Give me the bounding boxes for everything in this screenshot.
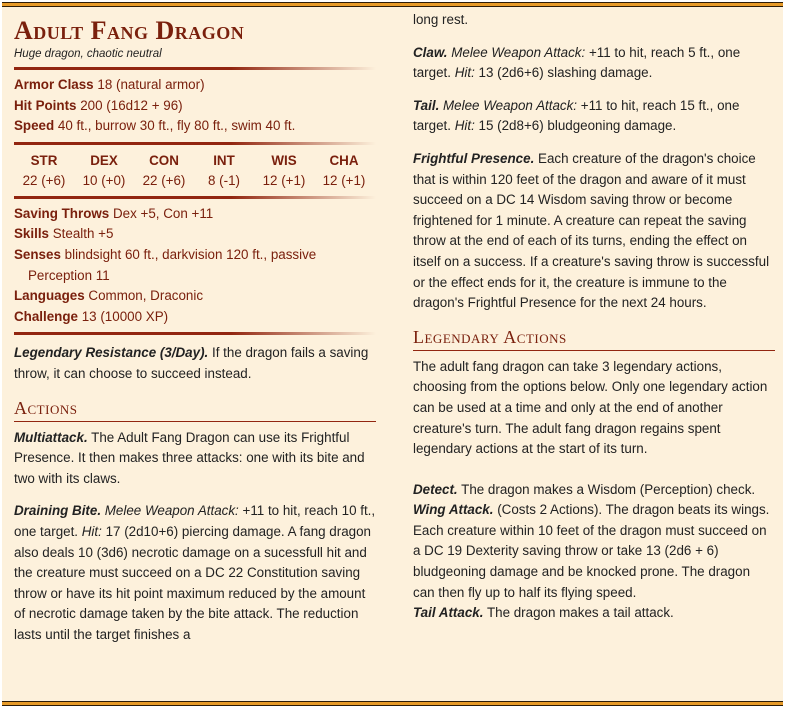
left-column — [14, 10, 376, 645]
speed: Speed 40 ft., burrow 30 ft., fly 80 ft., swim 40 ft. — [14, 118, 296, 134]
stat-block — [2, 2, 783, 706]
top-border-bar — [2, 2, 783, 7]
ability-wis: WIS 12 (+1) — [262, 152, 306, 188]
legendary-actions-heading: Legendary Actions — [413, 326, 775, 351]
ability-scores — [14, 151, 376, 191]
actions-heading: Actions — [14, 397, 376, 422]
ability-dex: DEX 10 (+0) — [82, 152, 126, 188]
right-column — [413, 10, 775, 624]
divider — [14, 142, 376, 145]
senses-continued: Perception 11 — [28, 267, 110, 283]
ability-con: CON 22 (+6) — [142, 152, 186, 188]
divider — [14, 332, 376, 335]
divider — [14, 196, 376, 199]
skills: Skills Stealth +5 — [14, 226, 114, 242]
action-multiattack: Multiattack. The Adult Fang Dragon can use its Frightful Presence. It then makes three attacks: one with its bite and two with its claws. — [14, 429, 365, 486]
hit-points: Hit Points 200 (16d12 + 96) — [14, 97, 183, 113]
saving-throws: Saving Throws Dex +5, Con +11 — [14, 205, 214, 221]
legendary-wing-attack: Wing Attack. (Costs 2 Actions). The dragon beats its wings. Each creature within 10 feet of the dragon must succeed on a DC 19 Dexterity saving throw or take 13 (2d6 + 6) bludgeoning damage and be knocked prone. The dragon can then fly up to half its flying speed. — [413, 502, 770, 600]
legendary-tail-attack: Tail Attack. The dragon makes a tail attack. — [413, 605, 674, 621]
ability-cha: CHA 12 (+1) — [322, 152, 366, 188]
action-draining-bite-continued: long rest. — [413, 12, 469, 27]
languages: Languages Common, Draconic — [14, 288, 204, 304]
legendary-detect: Detect. The dragon makes a Wisdom (Perception) check. — [413, 481, 756, 497]
armor-class: Armor Class 18 (natural armor) — [14, 77, 205, 92]
action-tail: Tail. Melee Weapon Attack: +11 to hit, reach 15 ft., one target. Hit: 15 (2d8+6) bludgeoning damage. — [413, 97, 740, 134]
monster-name: Adult Fang Dragon — [14, 16, 245, 45]
trait-legendary-resistance: Legendary Resistance (3/Day). If the dragon fails a saving throw, it can choose to succeed instead. — [14, 345, 369, 381]
ability-str: STR 22 (+6) — [22, 152, 66, 188]
challenge: Challenge 13 (10000 XP) — [14, 308, 169, 324]
legendary-intro: The adult fang dragon can take 3 legendary actions, choosing from the options below. Only one legendary action can be used at a time and only at the end of another creature's turn. The adult fang dragon regains spent legendary actions at the start of its turn. — [413, 358, 768, 457]
divider — [14, 67, 376, 70]
action-draining-bite: Draining Bite. Melee Weapon Attack: +11 to hit, reach 10 ft., one target. Hit: 17 (2d10+6) piercing damage. A fang dragon also deals 10 (3d6) necrotic damage on a sucessfull hit and the creature must succeed on a DC 22 Constitution saving throw or have its hit point maximum reduced by the amount of necrotic damage taken by the bite attack. The reduction lasts until the target finishes a — [14, 503, 376, 642]
bottom-border-bar — [2, 701, 783, 706]
action-claw: Claw. Melee Weapon Attack: +11 to hit, reach 5 ft., one target. Hit: 13 (2d6+6) slashing damage. — [413, 44, 741, 81]
senses: Senses blindsight 60 ft., darkvision 120 ft., passive — [14, 246, 317, 262]
action-frightful-presence: Frightful Presence. Each creature of the dragon's choice that is within 120 feet of the dragon and aware of it must succeed on a DC 14 Wisdom saving throw or become frightened for 1 minute. A creature can repeat the saving throw at the end of each of its turns, ending the effect on itself on a success. If a creature's saving throw is successful or the effect ends for it, the creature is immune to the dragon's Frightful Presence for the next 24 hours. — [413, 150, 770, 311]
monster-type: Huge dragon, chaotic neutral — [14, 48, 162, 60]
ability-int: INT 8 (-1) — [208, 152, 240, 188]
